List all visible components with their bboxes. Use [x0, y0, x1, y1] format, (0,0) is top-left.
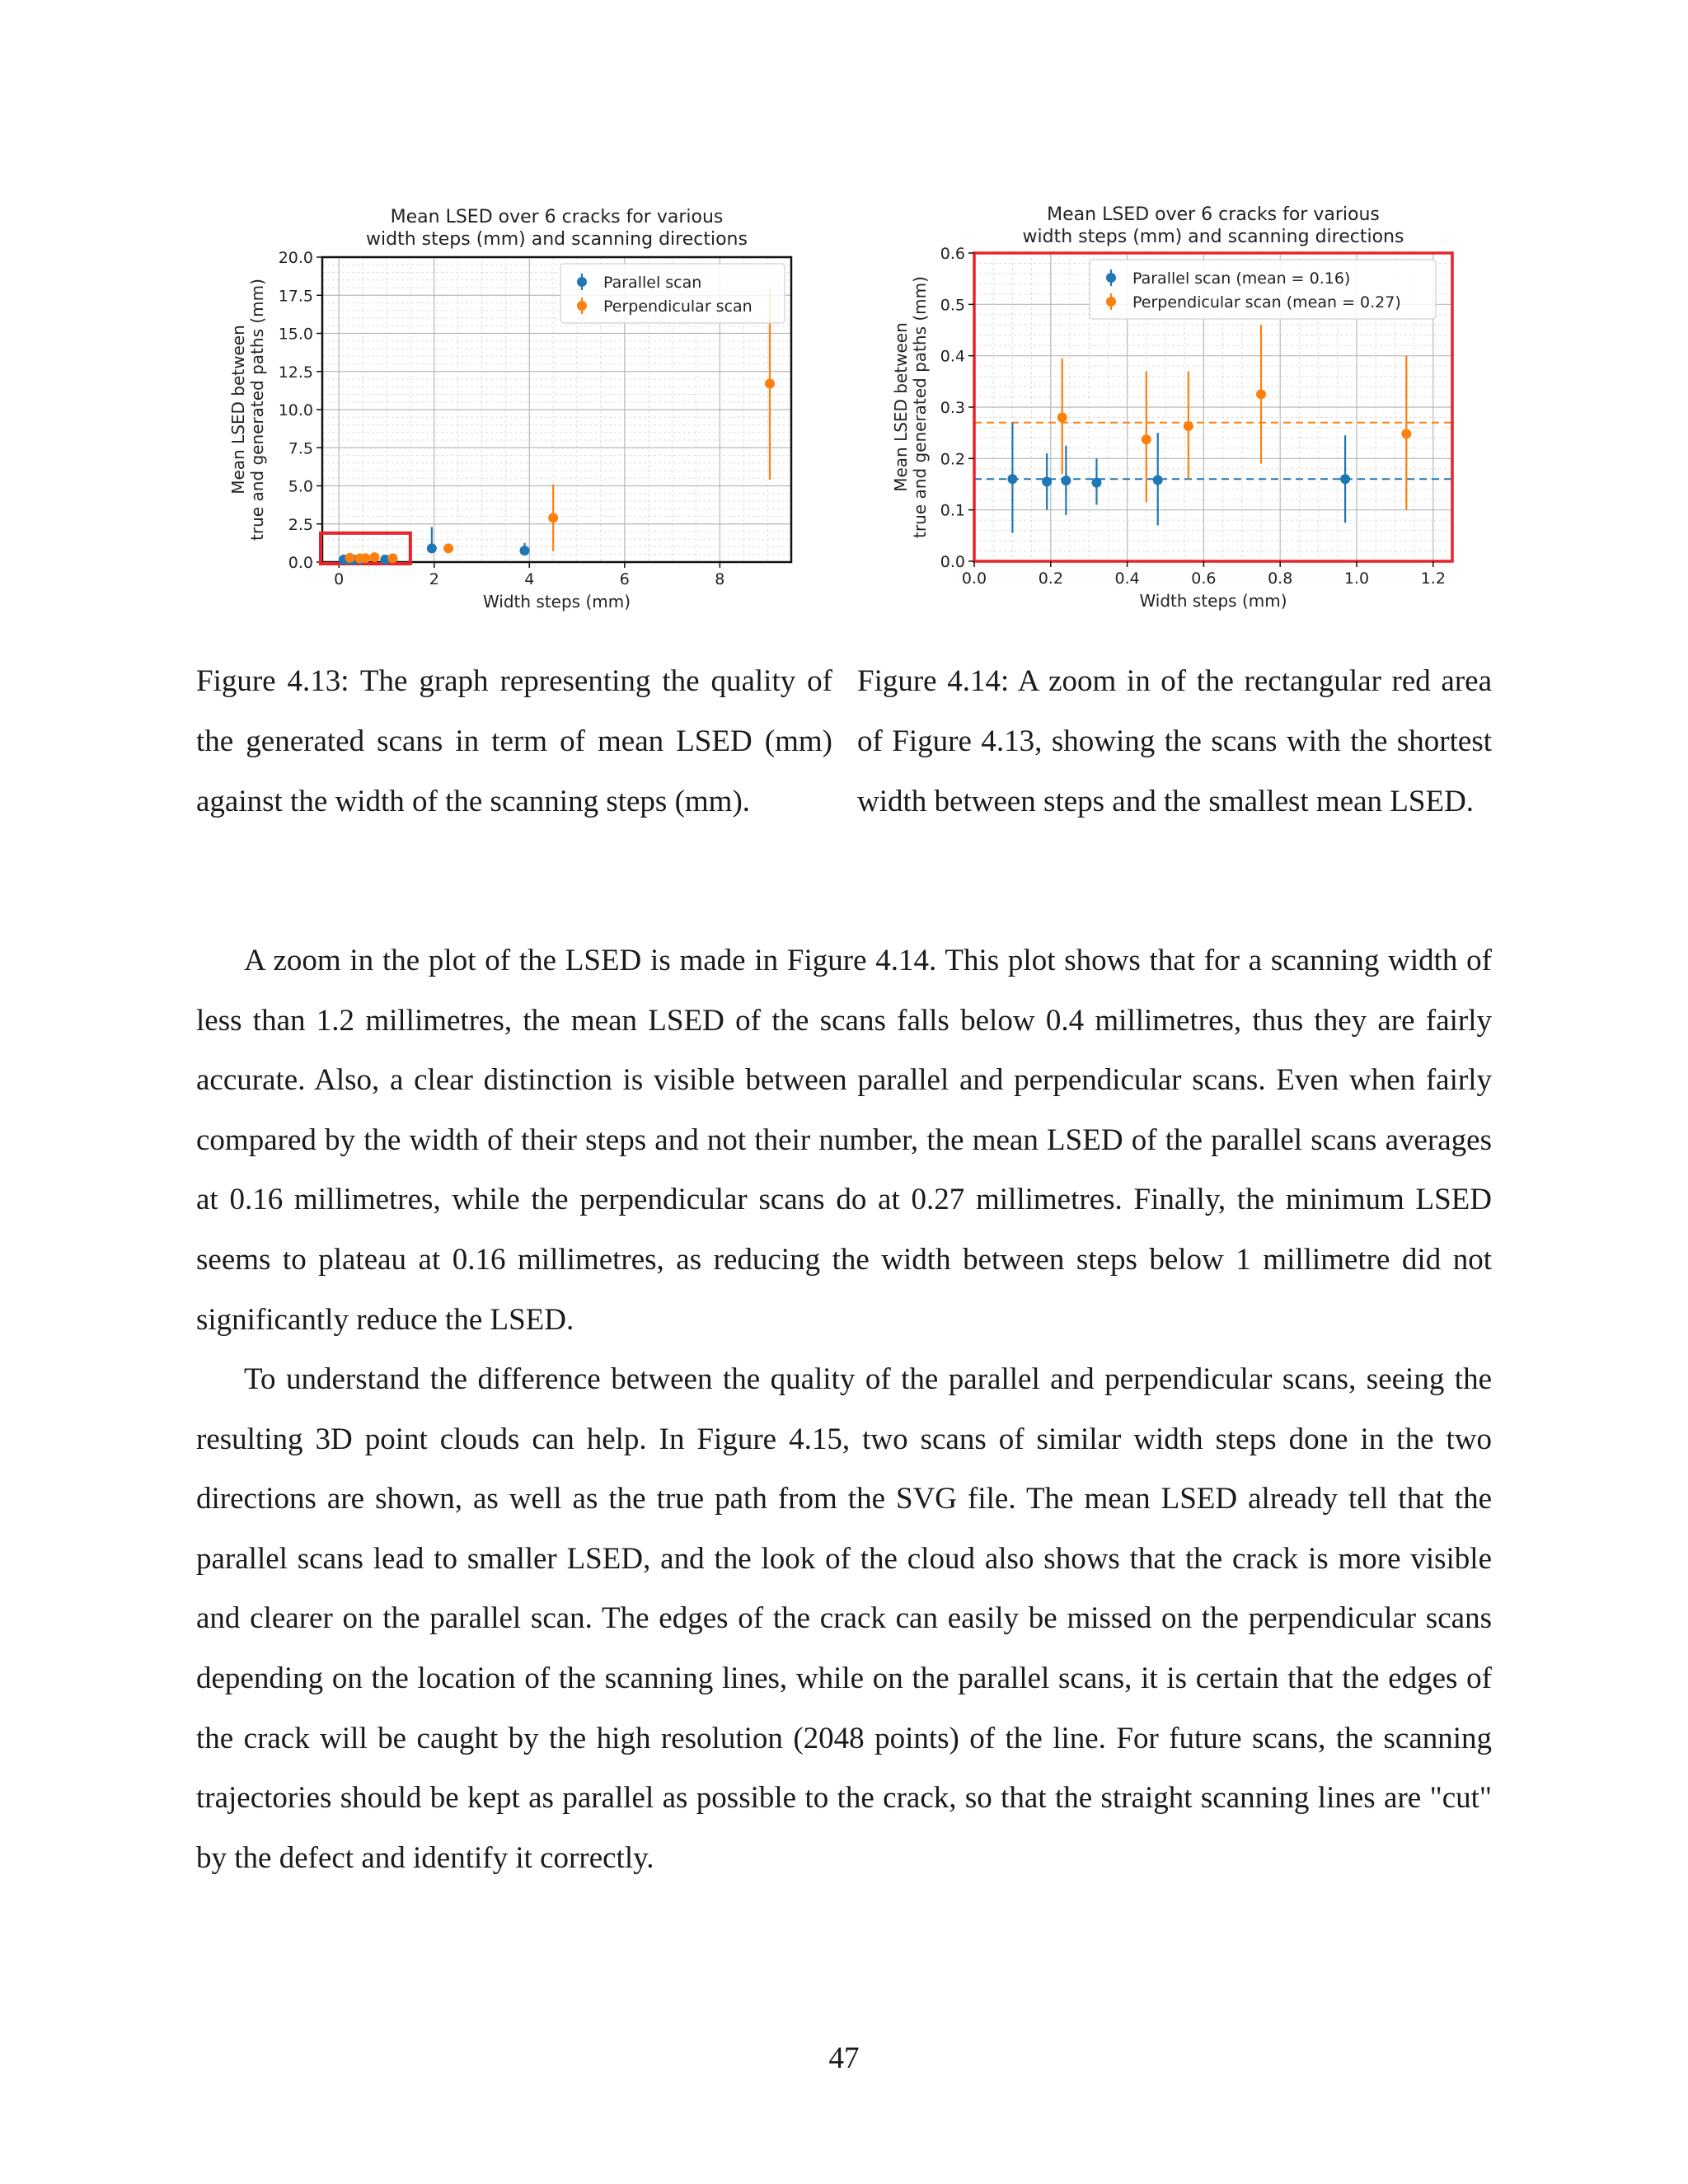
x-tick-label: 0.6 [1191, 569, 1217, 588]
data-point [1007, 474, 1017, 484]
x-tick-label: 2 [429, 570, 439, 588]
x-tick-label: 0.8 [1268, 569, 1293, 588]
y-axis-label: true and generated paths (mm) [910, 276, 930, 538]
figure-4-14-caption: Figure 4.14: A zoom in of the rectangular red area of Figure 4.13, showing the scans with the shortest width between steps and the smallest mean LSED. [857, 664, 1492, 818]
y-axis-label: Mean LSED between [228, 325, 248, 494]
legend-label: Perpendicular scan (mean = 0.27) [1132, 293, 1401, 312]
figure-4-14-chart [890, 194, 1467, 618]
data-point [1091, 478, 1101, 488]
data-point [387, 553, 397, 563]
y-tick-label: 0.6 [940, 245, 965, 263]
data-point [1256, 389, 1266, 399]
x-tick-label: 6 [619, 570, 630, 588]
data-point [1042, 476, 1052, 486]
chart-title: Mean LSED over 6 cracks for various [390, 207, 724, 227]
data-point [1153, 476, 1163, 485]
y-tick-label: 0.5 [940, 296, 965, 315]
data-point [1401, 429, 1411, 438]
y-tick-label: 7.5 [288, 439, 313, 458]
x-tick-label: 0.4 [1114, 569, 1140, 588]
data-point [345, 553, 355, 563]
data-point [1061, 476, 1071, 485]
data-point [1340, 474, 1350, 484]
y-tick-label: 20.0 [278, 249, 313, 267]
legend-label: Parallel scan (mean = 0.16) [1132, 269, 1351, 288]
legend-marker [1106, 297, 1116, 307]
data-point [443, 543, 453, 553]
y-tick-label: 5.0 [288, 477, 313, 496]
data-point [1057, 412, 1067, 422]
figure-4-13-chart [223, 198, 816, 618]
legend-marker [577, 301, 587, 311]
y-tick-label: 15.0 [278, 325, 313, 344]
chart-title: Mean LSED over 6 cracks for various [1047, 204, 1380, 225]
x-tick-label: 1.0 [1343, 569, 1370, 588]
data-point [520, 546, 530, 555]
legend-label: Parallel scan [603, 274, 702, 292]
y-tick-label: 0.2 [940, 450, 965, 469]
y-tick-label: 0.0 [940, 553, 965, 571]
data-point [1184, 421, 1193, 431]
x-tick-label: 8 [715, 570, 725, 588]
y-axis-label: true and generated paths (mm) [247, 279, 267, 541]
x-axis-label: Width steps (mm) [482, 592, 631, 612]
y-tick-label: 12.5 [278, 363, 313, 382]
legend-marker [577, 277, 587, 287]
page-number: 47 [828, 2041, 860, 2075]
data-point [361, 553, 371, 563]
x-axis-label: Width steps (mm) [1139, 591, 1287, 611]
data-point [765, 379, 775, 389]
figure-4-13-caption: Figure 4.13: The graph representing the quality of the generated scans in term of mean LSED (mm) against the width of the scanning steps (mm). [196, 664, 832, 818]
y-tick-label: 0.4 [940, 347, 965, 366]
body-paragraph: To understand the difference between the quality of the parallel and perpendicular scans, seeing the resulting 3D point clouds can help. In Figure 4.15, two scans of similar width steps done in the two directions are shown, as well as the true path from the SVG file. The mean LSED already tell that the parallel scans lead to smaller LSED, and the look of the cloud also shows that the crack is more visible and clearer on the parallel scan. The edges of the crack can easily be missed on the perpendicular scans depending on the location of the scanning lines, while on the parallel scans, it is certain that the edges of the crack will be caught by the high resolution (2048 points) of the line. For future scans, the scanning trajectories should be kept as parallel as possible to the crack, so that the straight scanning lines are "cut" by the defect and identify it correctly. [196, 1362, 1492, 1875]
x-tick-label: 0 [334, 570, 345, 588]
x-tick-label: 4 [524, 570, 535, 588]
x-tick-label: 0.0 [961, 569, 987, 588]
data-point [427, 543, 437, 553]
y-tick-label: 10.0 [278, 401, 313, 419]
data-point [370, 552, 380, 562]
y-tick-label: 0.0 [288, 554, 313, 572]
y-tick-label: 0.3 [940, 399, 965, 417]
y-tick-label: 2.5 [288, 515, 313, 534]
body-paragraph: A zoom in the plot of the LSED is made in Figure 4.14. This plot shows that for a scanning width of less than 1.2 millimetres, the mean LSED of the scans falls below 0.4 millimetres, thus they are fairly accurate. Also, a clear distinction is visible between parallel and perpendicular scans. Even when fairly compared by the width of their steps and not their number, the mean LSED of the parallel scans averages at 0.16 millimetres, while the perpendicular scans do at 0.27 millimetres. Finally, the minimum LSED seems to plateau at 0.16 millimetres, as reducing the width between steps below 1 millimetre did not significantly reduce the LSED. [196, 944, 1492, 1337]
x-tick-label: 0.2 [1038, 569, 1063, 588]
legend-label: Perpendicular scan [603, 298, 753, 316]
data-point [548, 513, 558, 523]
x-tick-label: 1.2 [1420, 569, 1446, 588]
chart-title: width steps (mm) and scanning directions [366, 229, 748, 250]
y-tick-label: 17.5 [278, 287, 313, 306]
data-point [1142, 434, 1151, 444]
legend-marker [1106, 273, 1116, 283]
chart-title: width steps (mm) and scanning directions [1022, 227, 1404, 247]
y-axis-label: Mean LSED between [891, 322, 911, 492]
y-tick-label: 0.1 [940, 501, 965, 520]
